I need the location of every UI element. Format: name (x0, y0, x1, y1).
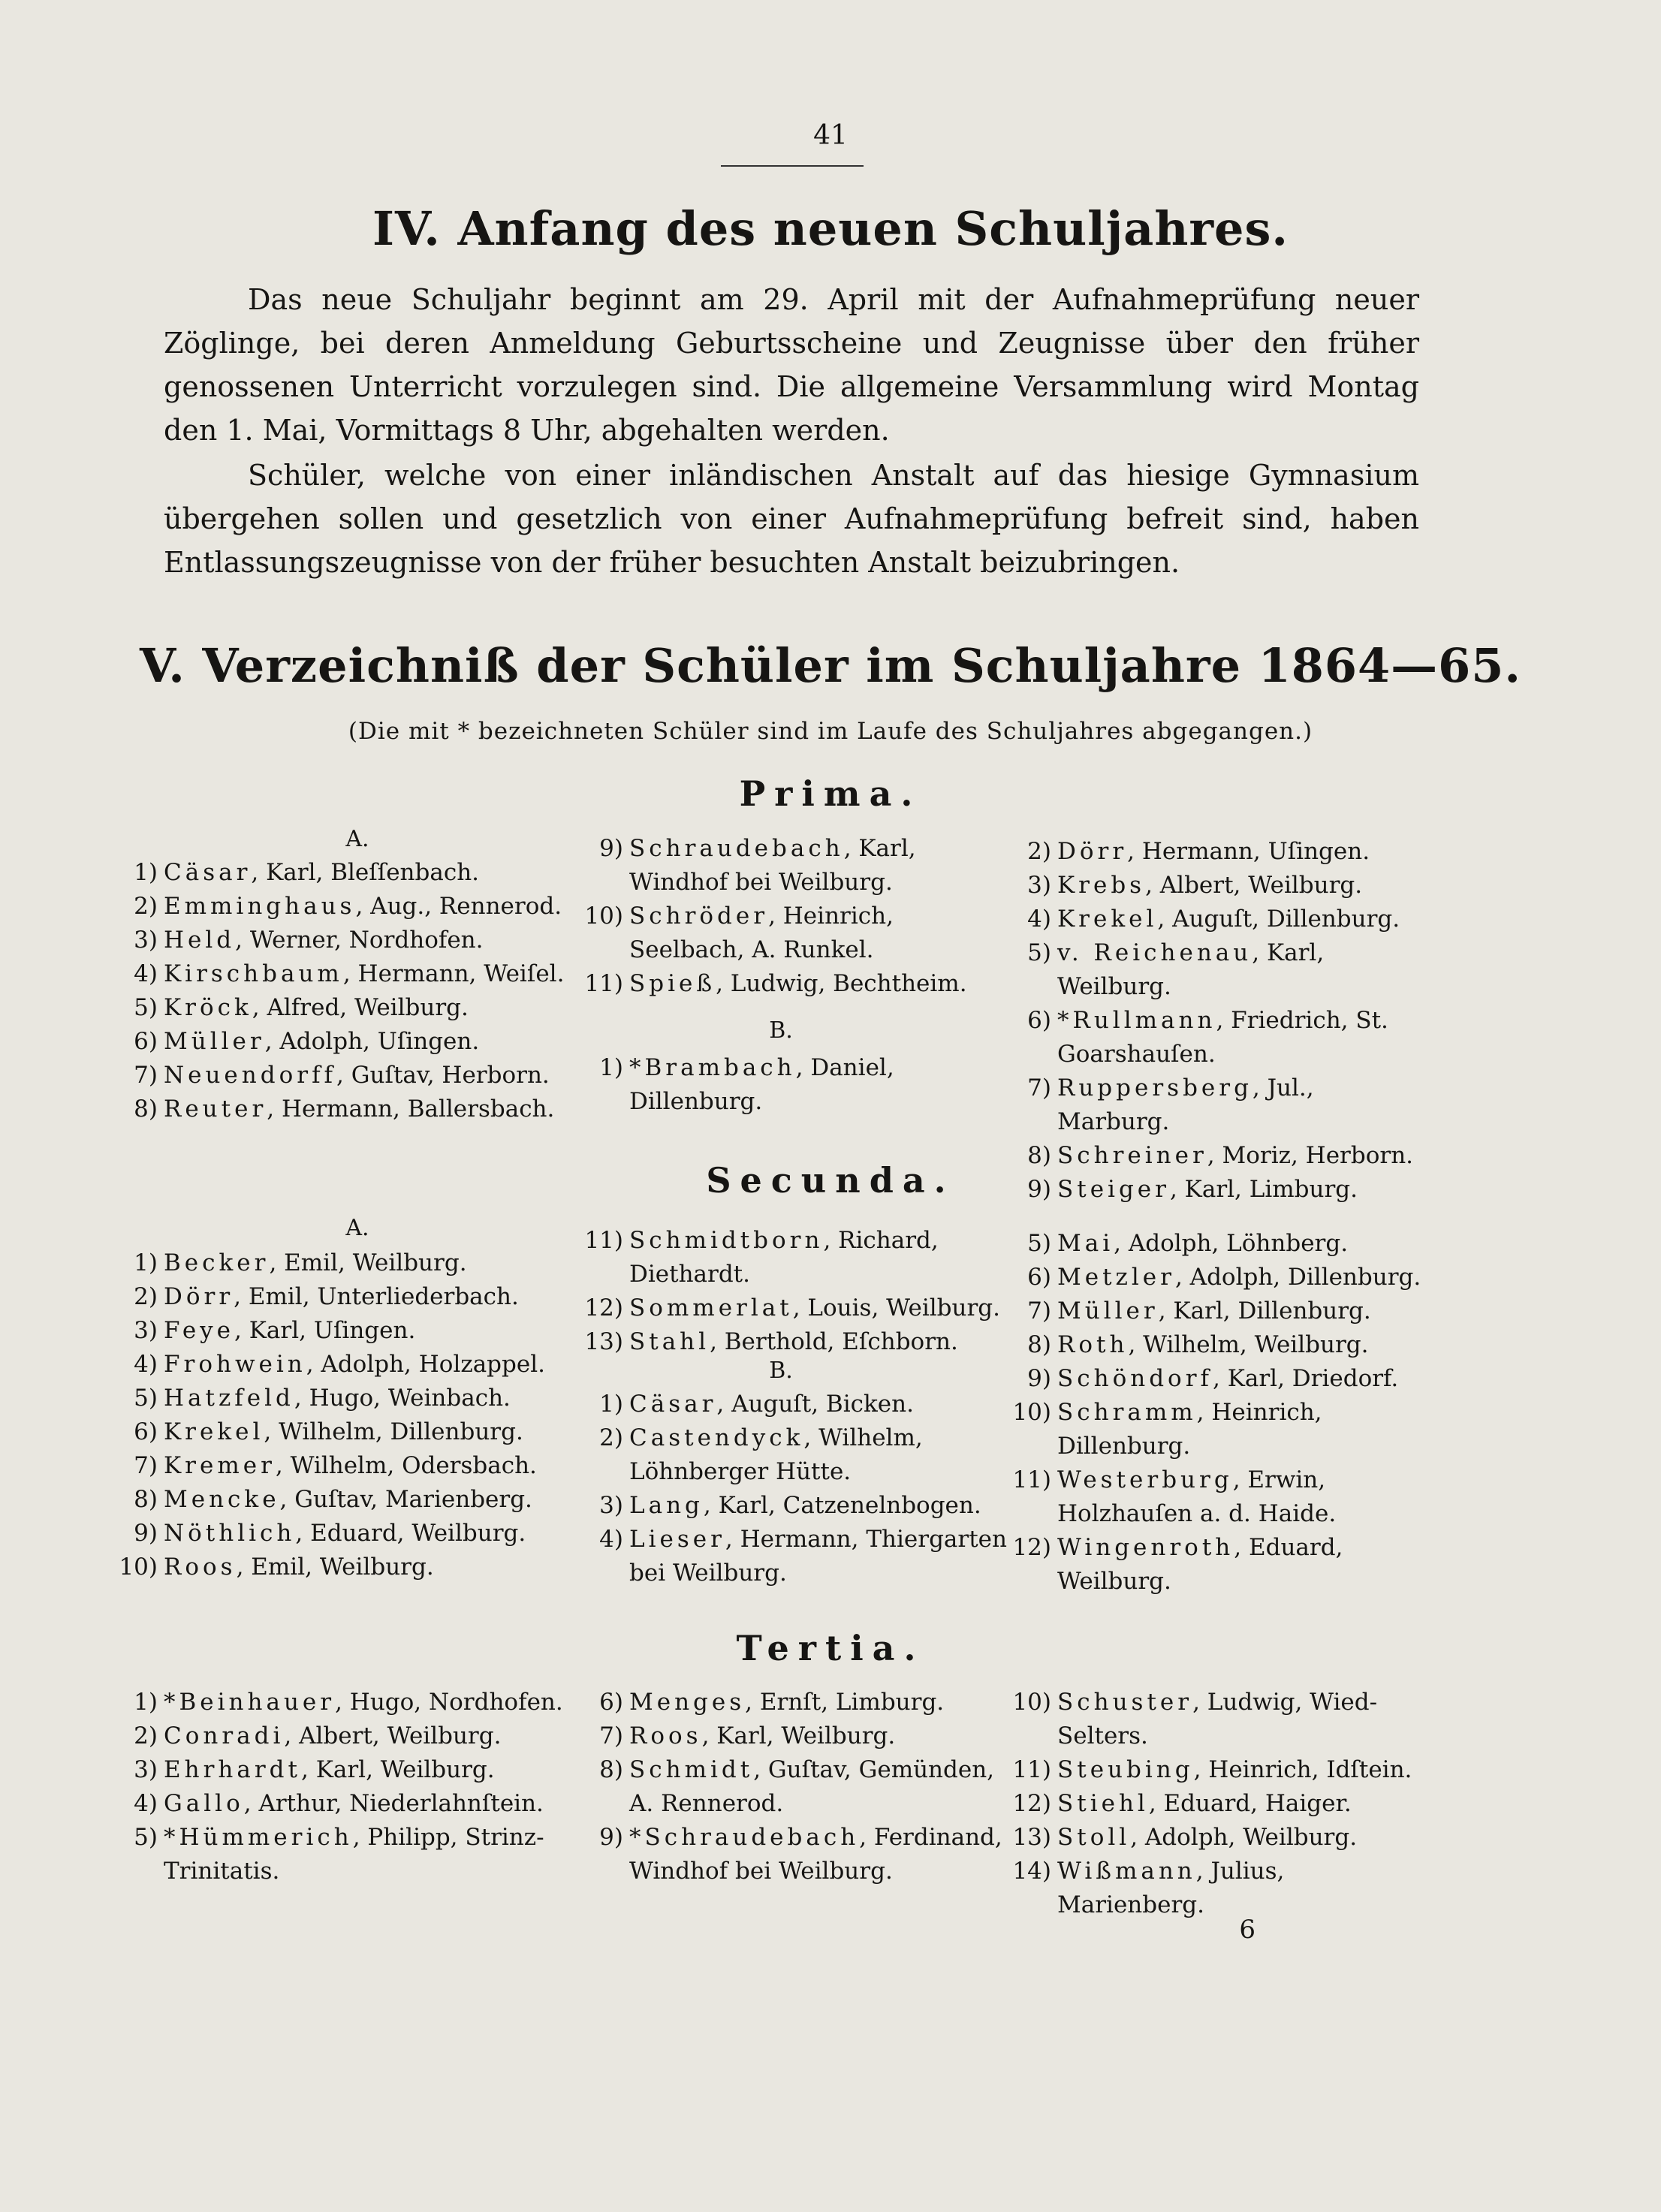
entry-number: 1) (134, 1689, 158, 1716)
student-surname: Steiger (1057, 1176, 1170, 1203)
student-surname: Schmidt (629, 1756, 754, 1783)
student-details: , Karl, Windhof bei Weilburg. (629, 835, 916, 896)
entry-number: 2) (134, 893, 158, 920)
student-details: , Karl, Driedorf. (1213, 1365, 1399, 1392)
prima-heading: Prima. (739, 773, 922, 814)
student-surname: Sommerlat (629, 1294, 793, 1321)
entry-number: 4) (1027, 906, 1051, 933)
entry-number: 4) (134, 1351, 158, 1378)
student-surname: Lang (629, 1492, 704, 1519)
student-entry (83, 1686, 571, 1719)
student-details: , Karl, Limburg. (1169, 1176, 1358, 1203)
secunda-column-2a (548, 1224, 1014, 1359)
student-entry (976, 936, 1427, 1004)
student-details: , Karl, Dillenburg. (1158, 1297, 1371, 1324)
entry-number: 8) (1027, 1331, 1051, 1358)
prima-column-2a (548, 832, 1014, 1001)
student-details: , Hugo, Weinbach. (294, 1385, 511, 1412)
student-surname: Wißmann (1057, 1858, 1196, 1885)
student-details: , Auguſt, Bicken. (716, 1391, 914, 1418)
student-entry (83, 1415, 571, 1449)
entry-number: 6) (134, 1028, 158, 1055)
student-entry (548, 900, 1014, 967)
prima-subheading-b: B. (769, 1017, 793, 1044)
student-surname: *Rullmann (1057, 1007, 1216, 1034)
student-entry (83, 1280, 571, 1314)
student-entry (83, 1483, 571, 1517)
student-entry (976, 1396, 1427, 1463)
entry-number: 7) (1027, 1074, 1051, 1101)
student-entry (83, 1753, 571, 1787)
student-surname: *Schraudebach (629, 1824, 860, 1851)
entry-number: 14) (1012, 1858, 1051, 1885)
student-details: , Ernſt, Limburg. (745, 1689, 945, 1716)
student-surname: Schreiner (1057, 1142, 1207, 1169)
entry-number: 1) (134, 1249, 158, 1276)
student-entry (976, 1531, 1427, 1599)
student-surname: Müller (1057, 1297, 1159, 1324)
entry-number: 8) (134, 1486, 158, 1513)
entry-number: 7) (134, 1452, 158, 1479)
student-entry (976, 1686, 1427, 1753)
student-surname: Cäsar (164, 859, 252, 886)
student-entry (83, 1382, 571, 1415)
student-details: , Karl, Uſingen. (234, 1317, 416, 1344)
student-entry (976, 1261, 1427, 1294)
student-surname: Wingenroth (1057, 1534, 1234, 1561)
student-details: , Louis, Weilburg. (792, 1294, 1001, 1321)
secunda-subheading-b: B. (769, 1358, 793, 1384)
entry-number: 1) (599, 1054, 623, 1081)
tertia-heading: Tertia. (736, 1628, 925, 1668)
student-details: , Karl, Catzenelnbogen. (703, 1492, 981, 1519)
entry-number: 6) (599, 1689, 623, 1716)
student-details: , Jul., Marburg. (1057, 1074, 1314, 1135)
signature-mark: 6 (1239, 1915, 1256, 1945)
student-surname: Dörr (1057, 838, 1128, 865)
student-entry (548, 1224, 1014, 1291)
student-surname: Mai (1057, 1230, 1114, 1257)
student-details: , Heinrich, Idſtein. (1193, 1756, 1412, 1783)
student-entry (976, 1821, 1427, 1855)
prima-column-1 (83, 856, 571, 1126)
student-details: , Heinrich, Seelbach, A. Runkel. (629, 903, 894, 963)
student-entry (976, 1855, 1427, 1922)
entry-number: 13) (1012, 1824, 1051, 1851)
student-entry (976, 1004, 1427, 1071)
student-surname: Steubing (1057, 1756, 1194, 1783)
student-details: , Richard, Diethardt. (629, 1227, 939, 1288)
student-details: , Arthur, Niederlahnſtein. (243, 1790, 544, 1817)
student-details: , Hermann, Uſingen. (1127, 838, 1370, 865)
student-surname: *Beinhauer (164, 1689, 336, 1716)
entry-number: 4) (134, 1790, 158, 1817)
student-entry (548, 1291, 1014, 1325)
secunda-heading: Secunda. (706, 1160, 955, 1201)
student-surname: Ehrhardt (164, 1756, 301, 1783)
student-entry (83, 1719, 571, 1753)
student-entry (548, 1686, 1014, 1719)
student-details: , Philipp, Strinz-Trinitatis. (164, 1824, 544, 1885)
student-surname: Dörr (164, 1283, 234, 1310)
entry-number: 5) (1027, 939, 1051, 966)
student-details: , Emil, Weilburg. (269, 1249, 467, 1276)
entry-number: 2) (599, 1424, 623, 1451)
entry-number: 5) (134, 1385, 158, 1412)
student-details: , Albert, Weilburg. (284, 1722, 502, 1749)
student-entry (548, 1523, 1014, 1590)
entry-number: 3) (1027, 872, 1051, 899)
student-entry (83, 1517, 571, 1551)
entry-number: 7) (1027, 1297, 1051, 1324)
student-details: , Auguſt, Dillenburg. (1157, 906, 1400, 933)
entry-number: 5) (1027, 1230, 1051, 1257)
page-number: 41 (813, 120, 848, 151)
prima-column-3 (976, 835, 1427, 1207)
student-entry (548, 1489, 1014, 1523)
entry-number: 1) (134, 859, 158, 886)
student-entry (548, 1421, 1014, 1489)
student-entry (83, 1025, 571, 1059)
entry-number: 9) (1027, 1365, 1051, 1392)
student-surname: Becker (164, 1249, 270, 1276)
entry-number: 11) (1012, 1756, 1051, 1783)
student-surname: Kirschbaum (164, 960, 343, 987)
section-5-title: V. Verzeichniß der Schüler im Schuljahre 1864—65. (139, 638, 1522, 693)
student-entry (83, 1059, 571, 1092)
student-surname: Held (164, 927, 236, 954)
entry-number: 2) (134, 1722, 158, 1749)
student-entry (83, 856, 571, 890)
student-details: , Heinrich, Dillenburg. (1057, 1399, 1322, 1460)
entry-number: 10) (584, 903, 623, 930)
entry-number: 6) (1027, 1264, 1051, 1291)
section-5-note: (Die mit * bezeichneten Schüler sind im Laufe des Schuljahres abgegangen.) (348, 718, 1313, 745)
student-entry (83, 1092, 571, 1126)
student-details: , Adolph, Löhnberg. (1114, 1230, 1349, 1257)
secunda-column-3 (976, 1227, 1427, 1599)
student-entry (976, 835, 1427, 869)
student-details: , Erwin, Holzhauſen a. d. Haide. (1057, 1466, 1337, 1527)
entry-number: 11) (584, 970, 623, 997)
student-details: , Adolph, Dillenburg. (1174, 1264, 1421, 1291)
student-entry (976, 903, 1427, 936)
student-surname: Ruppersberg (1057, 1074, 1253, 1101)
entry-number: 6) (1027, 1007, 1051, 1034)
student-surname: Nöthlich (164, 1520, 296, 1547)
entry-number: 3) (599, 1492, 623, 1519)
student-surname: Frohwein (164, 1351, 306, 1378)
student-entry (976, 1294, 1427, 1328)
secunda-column-1 (83, 1246, 571, 1584)
secunda-column-2b (548, 1388, 1014, 1590)
student-details: , Adolph, Weilburg. (1130, 1824, 1358, 1851)
student-surname: Reuter (164, 1095, 267, 1123)
entry-number: 3) (134, 1317, 158, 1344)
student-surname: Schraudebach (629, 835, 844, 862)
student-entry (548, 1051, 1014, 1119)
student-details: , Berthold, Eſchborn. (710, 1328, 958, 1355)
student-surname: Krekel (164, 1418, 264, 1445)
student-entry (976, 1362, 1427, 1396)
student-surname: Feye (164, 1317, 235, 1344)
student-surname: Kremer (164, 1452, 276, 1479)
student-details: , Emil, Weilburg. (236, 1554, 434, 1581)
student-details: , Daniel, Dillenburg. (629, 1054, 894, 1115)
student-entry (976, 1328, 1427, 1362)
student-entry (976, 1753, 1427, 1787)
student-details: , Guſtav, Herborn. (336, 1062, 550, 1089)
student-details: , Eduard, Weilburg. (1057, 1534, 1343, 1595)
student-details: , Hermann, Ballersbach. (267, 1095, 555, 1123)
student-entry (976, 1227, 1427, 1261)
page-number-rule (721, 165, 864, 167)
student-entry (976, 869, 1427, 903)
student-surname: Schmidtborn (629, 1227, 824, 1254)
student-entry (83, 1348, 571, 1382)
student-surname: Müller (164, 1028, 265, 1055)
entry-number: 8) (134, 1095, 158, 1123)
student-details: , Ludwig, Bechtheim. (716, 970, 967, 997)
student-surname: Hatzfeld (164, 1385, 294, 1412)
student-details: , Julius, Marienberg. (1057, 1858, 1285, 1918)
student-surname: Metzler (1057, 1264, 1175, 1291)
student-entry (83, 1246, 571, 1280)
student-details: , Adolph, Uſingen. (264, 1028, 480, 1055)
student-entry (976, 1463, 1427, 1531)
student-surname: Stahl (629, 1328, 710, 1355)
student-entry (548, 1325, 1014, 1359)
student-details: , Wilhelm, Löhnberger Hütte. (629, 1424, 923, 1485)
entry-number: 9) (1027, 1176, 1051, 1203)
student-details: , Friedrich, St. Goarshauſen. (1057, 1007, 1388, 1068)
student-details: , Albert, Weilburg. (1145, 872, 1363, 899)
student-entry (548, 967, 1014, 1001)
student-surname: Schuster (1057, 1689, 1193, 1716)
entry-number: 7) (599, 1722, 623, 1749)
entry-number: 12) (584, 1294, 623, 1321)
student-surname: Krekel (1057, 906, 1158, 933)
student-details: , Ludwig, Wied-Selters. (1057, 1689, 1378, 1749)
student-entry (83, 1787, 571, 1821)
student-surname: Roos (164, 1554, 237, 1581)
student-details: , Wilhelm, Dillenburg. (264, 1418, 523, 1445)
entry-number: 6) (134, 1418, 158, 1445)
entry-number: 5) (134, 994, 158, 1021)
student-surname: Roth (1057, 1331, 1129, 1358)
student-details: , Guſtav, Marienberg. (279, 1486, 532, 1513)
entry-number: 7) (134, 1062, 158, 1089)
student-surname: Westerburg (1057, 1466, 1233, 1493)
student-surname: Mencke (164, 1486, 280, 1513)
entry-number: 5) (134, 1824, 158, 1851)
student-surname: v. Reichenau (1057, 939, 1253, 966)
student-details: , Eduard, Haiger. (1148, 1790, 1352, 1817)
section-4-paragraph-2: Schüler, welche von einer inländischen Anstalt auf das hiesige Gymnasium übergehen sollen und gesetzlich von einer Aufnahmeprüfung befreit sind, haben Entlassungszeugnisse von der früher besuchten Anstalt beizubringen. (164, 459, 1419, 579)
section-4-paragraph-1: Das neue Schuljahr beginnt am 29. April mit der Aufnahmeprüfung neuer Zöglinge, bei deren Anmeldung Geburtsscheine und Zeugnisse über den früher genossenen Unterricht vorzulegen sind. Die allgemeine Versammlung wird Montag den 1. Mai, Vormittags 8 Uhr, abgehalten werden. (164, 283, 1419, 447)
student-surname: Lieser (629, 1526, 725, 1553)
student-details: , Aug., Rennerod. (355, 893, 562, 920)
student-entry (83, 991, 571, 1025)
student-entry (548, 1388, 1014, 1421)
tertia-column-3 (976, 1686, 1427, 1922)
entry-number: 10) (119, 1554, 158, 1581)
secunda-subheading-a: A. (345, 1215, 369, 1241)
entry-number: 9) (599, 835, 623, 862)
entry-number: 8) (1027, 1142, 1051, 1169)
entry-number: 4) (599, 1526, 623, 1553)
student-entry (548, 832, 1014, 900)
student-surname: Spieß (629, 970, 716, 997)
student-entry (83, 1821, 571, 1888)
student-entry (83, 924, 571, 957)
entry-number: 2) (134, 1283, 158, 1310)
entry-number: 9) (599, 1824, 623, 1851)
student-surname: Schramm (1057, 1399, 1197, 1426)
student-entry (83, 1314, 571, 1348)
student-details: , Karl, Weilburg. (1057, 939, 1325, 1000)
student-details: , Guſtav, Gemünden, A. Rennerod. (629, 1756, 995, 1817)
entry-number: 1) (599, 1391, 623, 1418)
entry-number: 13) (584, 1328, 623, 1355)
student-entry (83, 890, 571, 924)
tertia-column-2 (548, 1686, 1014, 1888)
student-surname: *Hümmerich (164, 1824, 353, 1851)
student-surname: Stiehl (1057, 1790, 1149, 1817)
section-4-title: IV. Anfang des neuen Schuljahres. (372, 201, 1289, 256)
student-surname: Emminghaus (164, 893, 356, 920)
student-surname: Roos (629, 1722, 702, 1749)
student-details: , Wilhelm, Odersbach. (275, 1452, 537, 1479)
tertia-column-1 (83, 1686, 571, 1888)
student-details: , Karl, Weilburg. (701, 1722, 896, 1749)
student-entry (83, 1449, 571, 1483)
student-details: , Eduard, Weilburg. (295, 1520, 526, 1547)
student-surname: Schröder (629, 903, 769, 930)
entry-number: 11) (584, 1227, 623, 1254)
student-entry (83, 957, 571, 991)
student-surname: Gallo (164, 1790, 244, 1817)
student-details: , Karl, Bleſſenbach. (251, 859, 480, 886)
entry-number: 12) (1012, 1534, 1051, 1561)
student-details: , Hermann, Thiergarten bei Weilburg. (629, 1526, 1007, 1587)
student-entry (83, 1551, 571, 1584)
student-surname: Conradi (164, 1722, 285, 1749)
entry-number: 2) (1027, 838, 1051, 865)
student-details: , Alfred, Weilburg. (252, 994, 469, 1021)
student-surname: Stoll (1057, 1824, 1131, 1851)
entry-number: 8) (599, 1756, 623, 1783)
student-details: , Hermann, Weiſel. (342, 960, 565, 987)
student-surname: *Brambach (629, 1054, 796, 1081)
prima-column-2b (548, 1051, 1014, 1119)
student-details: , Wilhelm, Weilburg. (1128, 1331, 1369, 1358)
student-surname: Cäsar (629, 1391, 717, 1418)
student-entry (976, 1071, 1427, 1139)
prima-subheading-a: A. (345, 826, 369, 852)
entry-number: 11) (1012, 1466, 1051, 1493)
student-surname: Menges (629, 1689, 746, 1716)
student-details: , Hugo, Nordhofen. (335, 1689, 563, 1716)
student-details: , Werner, Nordhofen. (235, 927, 484, 954)
student-details: , Emil, Unterliederbach. (234, 1283, 519, 1310)
student-surname: Kröck (164, 994, 252, 1021)
student-details: , Adolph, Holzappel. (306, 1351, 545, 1378)
student-surname: Schöndorf (1057, 1365, 1213, 1392)
entry-number: 10) (1012, 1399, 1051, 1426)
entry-number: 10) (1012, 1689, 1051, 1716)
entry-number: 3) (134, 927, 158, 954)
student-details: , Ferdinand, Windhof bei Weilburg. (629, 1824, 1002, 1885)
student-surname: Krebs (1057, 872, 1146, 899)
student-entry (548, 1821, 1014, 1888)
entry-number: 9) (134, 1520, 158, 1547)
entry-number: 12) (1012, 1790, 1051, 1817)
student-surname: Neuendorff (164, 1062, 337, 1089)
student-entry (976, 1787, 1427, 1821)
student-entry (548, 1753, 1014, 1821)
entry-number: 3) (134, 1756, 158, 1783)
student-entry (548, 1719, 1014, 1753)
entry-number: 4) (134, 960, 158, 987)
student-surname: Castendyck (629, 1424, 804, 1451)
student-details: , Karl, Weilburg. (300, 1756, 495, 1783)
student-details: , Moriz, Herborn. (1207, 1142, 1414, 1169)
